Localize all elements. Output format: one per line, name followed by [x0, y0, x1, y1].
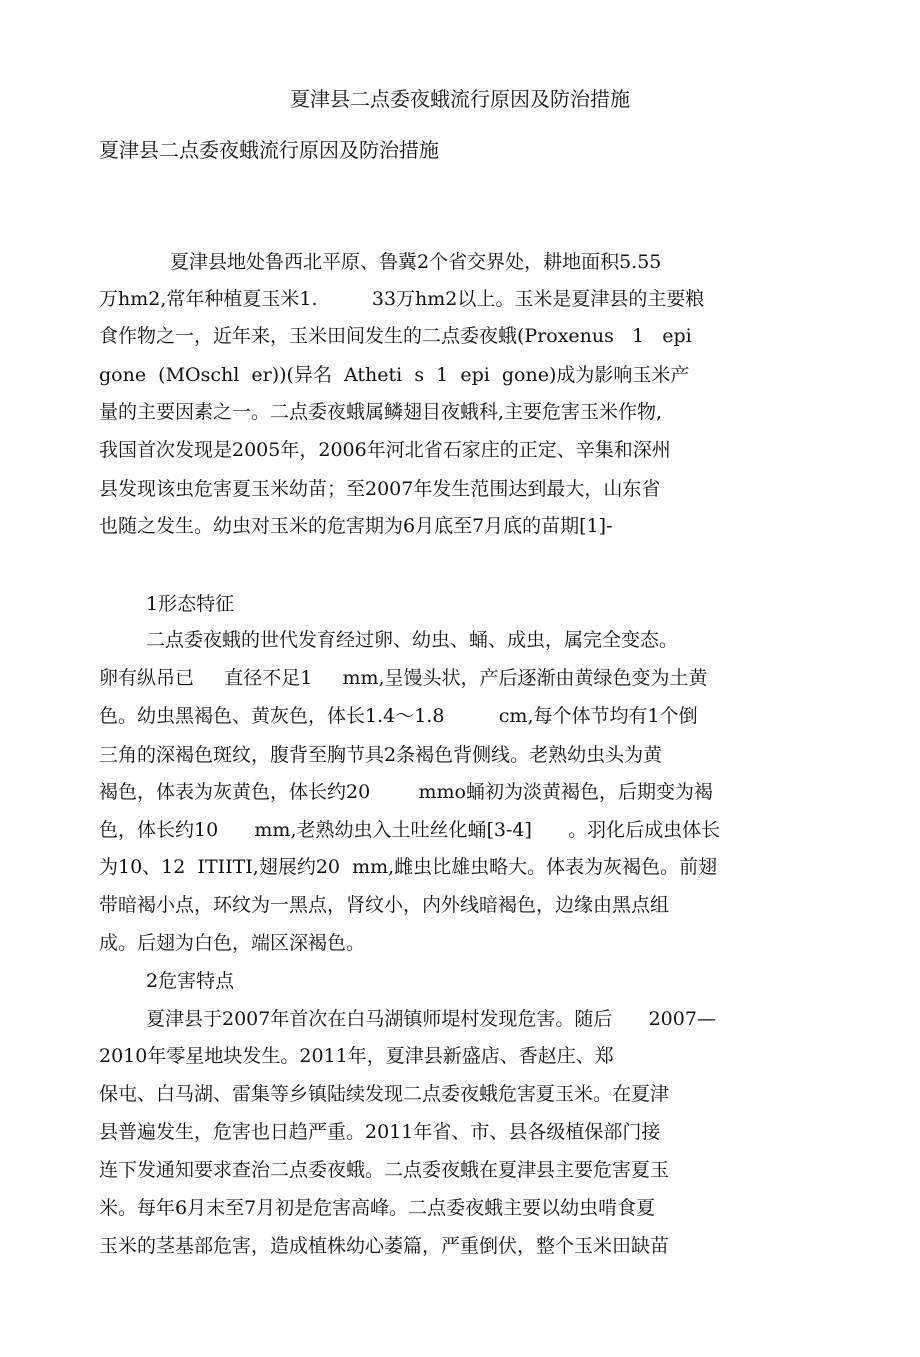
- section2-line: 县普遍发生，危害也日趋严重。2011年省、市、县各级植保部门接: [99, 1121, 661, 1143]
- section2-line: 米。每年6月末至7月初是危害高峰。二点委夜蛾主要以幼虫啃食夏: [99, 1197, 656, 1219]
- section1-line: 三角的深褐色斑纹，腹背至胸节具2条褐色背侧线。老熟幼虫头为黄: [99, 744, 663, 766]
- section-heading: 2危害特点: [146, 970, 235, 992]
- section1-line: 褐色，体表为灰黄色，体长约20 mmo蛹初为淡黄褐色，后期变为褐: [99, 781, 713, 803]
- section2-line: 连下发通知要求查治二点委夜蛾。二点委夜蛾在夏津县主要危害夏玉: [99, 1159, 670, 1181]
- intro-line: 食作物之一，近年来，玉米田间发生的二点委夜蛾(Proxenus 1 epi: [99, 325, 692, 347]
- intro-line: 县发现该虫危害夏玉米幼苗；至2007年发生范围达到最大，山东省: [99, 478, 661, 500]
- section-heading: 1形态特征: [146, 593, 235, 615]
- section2-line: 夏津县于2007年首次在白马湖镇师堤村发现危害。随后 2007—: [146, 1008, 716, 1030]
- section1-line: 成。后翅为白色，端区深褐色。: [99, 932, 366, 954]
- intro-line: 也随之发生。幼虫对玉米的危害期为6月底至7月底的苗期[1]-: [99, 515, 613, 537]
- section1-line: 带暗褐小点，环纹为一黑点，肾纹小，内外线暗褐色，边缘由黑点组: [99, 894, 670, 916]
- document-subtitle: 夏津县二点委夜蛾流行原因及防治措施: [99, 138, 439, 162]
- section2-line: 玉米的茎基部危害，造成植株幼心萎篇，严重倒伏，整个玉米田缺苗: [99, 1235, 670, 1257]
- intro-line: 夏津县地处鲁西北平原、鲁冀2个省交界处，耕地面积5.55: [170, 251, 662, 273]
- intro-line: 万hm2,常年种植夏玉米1. 33万hm2以上。玉米是夏津县的主要粮: [99, 288, 705, 310]
- section1-line: 色。幼虫黑褐色、黄灰色，体长1.4〜1.8 cm,每个体节均有1个倒: [99, 705, 698, 727]
- intro-line: 量的主要因素之一。二点委夜蛾属鳞翅目夜蛾科,主要危害玉米作物,: [99, 401, 663, 423]
- document-title: 夏津县二点委夜蛾流行原因及防治措施: [290, 87, 630, 111]
- section2-line: 保屯、白马湖、雷集等乡镇陆续发现二点委夜蛾危害夏玉米。在夏津: [99, 1083, 670, 1105]
- section1-line: 色，体长约10 mm,老熟幼虫入土吐丝化蛹[3-4] 。羽化后成虫体长: [99, 819, 721, 841]
- section1-line: 二点委夜蛾的世代发育经过卵、幼虫、蛹、成虫，属完全变态。: [146, 629, 679, 651]
- section1-line: 卵有纵吊已 直径不足1 mm,呈馒头状，产后逐渐由黄绿色变为土黄: [99, 667, 708, 689]
- intro-line: 我国首次发现是2005年，2006年河北省石家庄的正定、辛集和深州: [99, 439, 671, 461]
- section2-line: 2010年零星地块发生。2011年，夏津县新盛店、香赵庄、郑: [99, 1045, 614, 1067]
- intro-line: gone (MOschl er))(异名 Atheti s 1 epi gone)成为影响玉米产: [99, 364, 690, 386]
- section1-line: 为10、12 ITIITI,翅展约20 mm,雌虫比雄虫略大。体表为灰褐色。前翅: [99, 856, 718, 878]
